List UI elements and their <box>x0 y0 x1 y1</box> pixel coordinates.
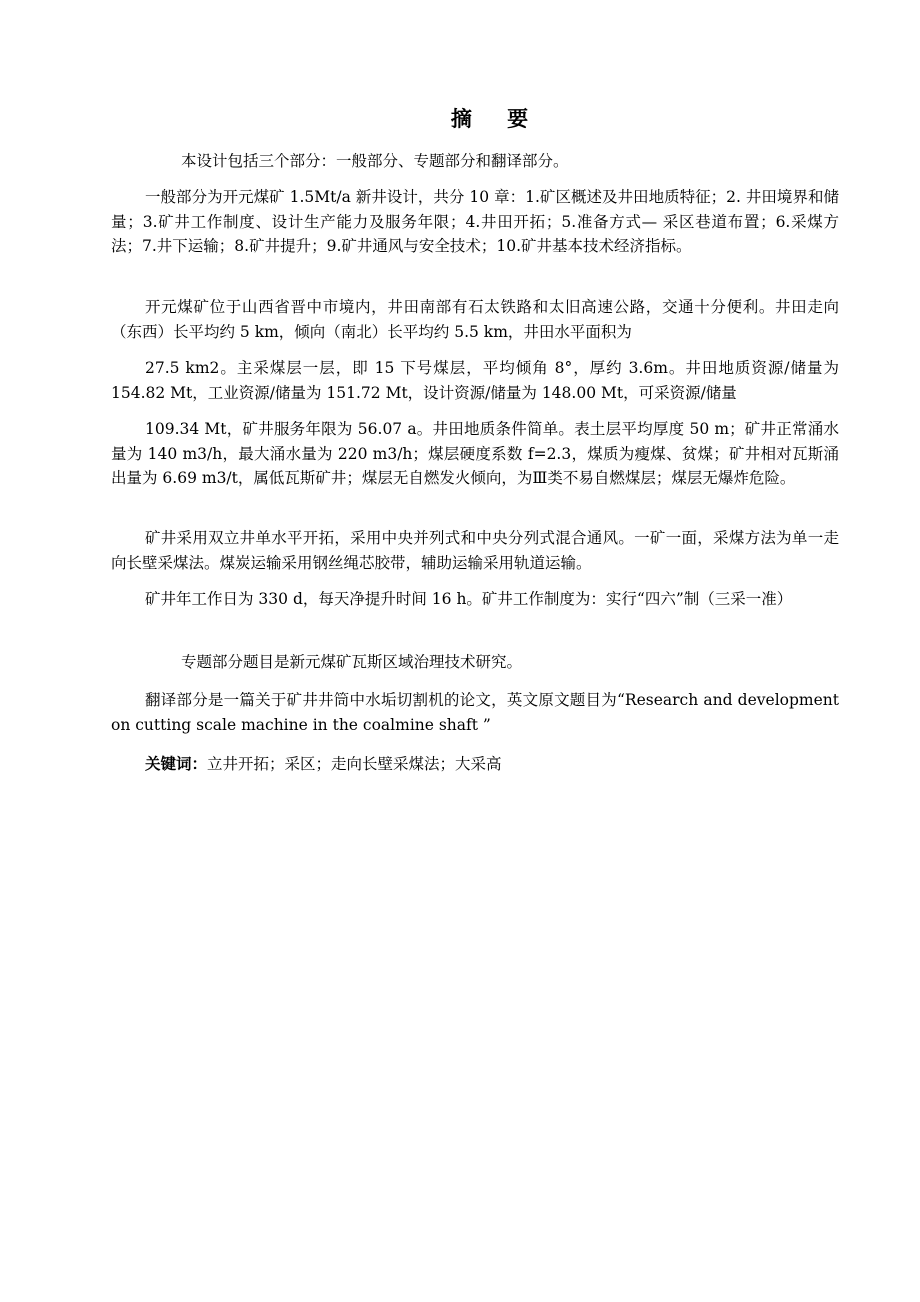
paragraph-geology: 109.34 Mt，矿井服务年限为 56.07 a。井田地质条件简单。表土层平均厚度 50 m；矿井正常涌水量为 140 m3/h，最大涌水量为 220 m3/h；煤层硬度系数 f=2.3，煤质为瘦煤、贫煤；矿井相对瓦斯涌出量为 6.69 m3/t，属低瓦斯矿井；煤层无自燃发火倾向，为Ⅲ类不易自燃煤层；煤层无爆炸危险。 <box>111 420 839 487</box>
paragraph-special-topic: 专题部分题目是新元煤矿瓦斯区域治理技术研究。 <box>181 653 523 671</box>
paragraph-work-system: 矿井年工作日为 330 d，每天净提升时间 16 h。矿井工作制度为：实行“四六”制（三采一准） <box>145 590 793 608</box>
keywords-text: 立井开拓；采区；走向长壁采煤法；大采高 <box>207 755 502 773</box>
paragraph-location: 开元煤矿位于山西省晋中市境内，井田南部有石太铁路和太旧高速公路，交通十分便利。井田走向（东西）长平均约 5 km，倾向（南北）长平均约 5.5 km，井田水平面积为 <box>111 298 839 341</box>
paragraph-coal-seam: 27.5 km2。主采煤层一层，即 15 下号煤层，平均倾角 8°，厚约 3.6m。井田地质资源/储量为 154.82 Mt，工业资源/储量为 151.72 Mt，设计资源/储量为 148.00 Mt，可采资源/储量 <box>111 359 839 402</box>
paragraph-translation: 翻译部分是一篇关于矿井井筒中水垢切割机的论文，英文原文题目为“Research and development on cutting scale machine in the coalmine shaft ” <box>111 691 839 734</box>
abstract-title: 摘 要 <box>450 107 543 131</box>
paragraph-intro: 本设计包括三个部分：一般部分、专题部分和翻译部分。 <box>181 152 569 170</box>
paragraph-development: 矿井采用双立井单水平开拓，采用中央并列式和中央分列式混合通风。一矿一面，采煤方法为单一走向长壁采煤法。煤炭运输采用钢丝绳芯胶带，辅助运输采用轨道运输。 <box>111 529 839 572</box>
keywords-label: 关键词： <box>145 755 208 773</box>
paragraph-general-part: 一般部分为开元煤矿 1.5Mt/a 新井设计，共分 10 章：1.矿区概述及井田地质特征；2. 井田境界和储量；3.矿井工作制度、设计生产能力及服务年限；4.井田开拓；5.准备方式— 采区巷道布置；6.采煤方法；7.井下运输；8.矿井提升；9.矿井通风与安全技术；10.矿井基本技术经济指标。 <box>111 188 839 255</box>
keywords-line <box>111 752 839 777</box>
